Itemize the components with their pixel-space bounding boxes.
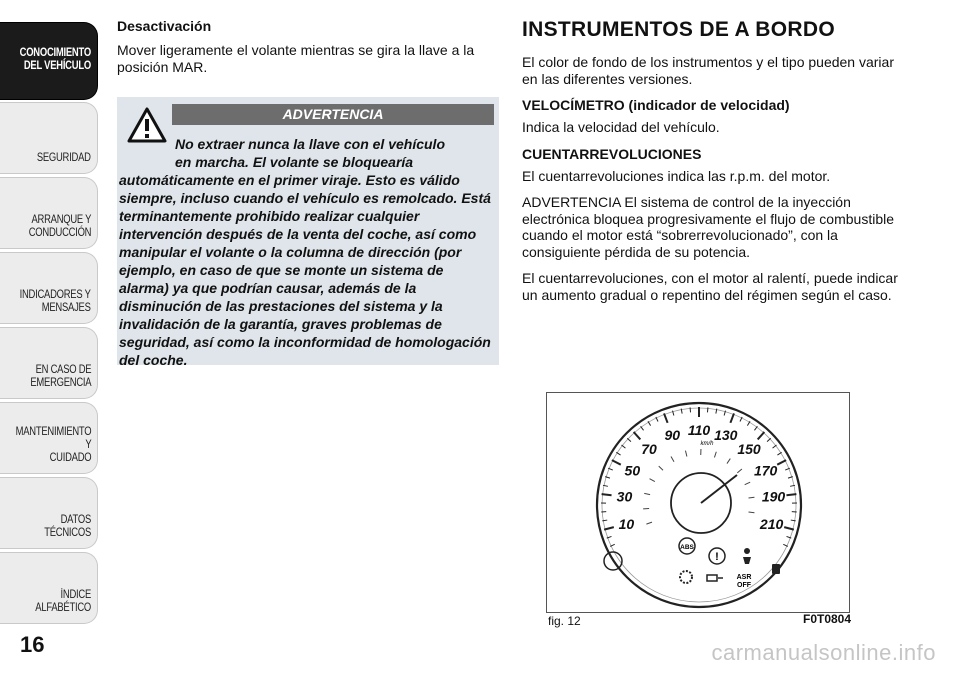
gauge-label: 10 [618,515,635,532]
gauge-tick [602,494,612,495]
tab-en-caso-emergencia[interactable] [0,327,98,399]
tab-label: INDICADORES Y MENSAJES [19,289,91,314]
tab-mantenimiento-cuidado[interactable] [0,402,98,474]
tach-tick [659,466,663,470]
gauge-tick [634,432,641,439]
gauge-label: 70 [641,441,657,458]
gauge-label: 110 [687,422,711,438]
gauge-tick [621,445,625,448]
gauge-label: 190 [761,488,786,505]
brake-warning-icon [709,548,725,564]
tach-tick [685,451,686,457]
tab-indicadores-mensajes[interactable] [0,252,98,324]
gauge-label: 30 [616,488,633,505]
tab-label: DATOS TÉCNICOS [44,514,91,539]
gauge-tick [627,438,631,441]
page-title: INSTRUMENTOS DE A BORDO [522,18,835,41]
tab-arranque-conduccion[interactable] [0,177,98,249]
abs-icon [679,538,695,554]
gauge-tick [786,494,796,495]
figure-caption: fig. 12 [548,614,581,628]
tach-tick [737,469,742,473]
right-column [522,18,912,313]
gauge-tick [777,460,786,465]
speedometer-figure [546,392,850,613]
injection-warning-text: ADVERTENCIA El sistema de control de la inyección electrónica bloquea progresivamente el flujo de combustible cuando el motor está “sobrerrevolucionado”, con la consiguiente pérdida de su potencia. [522,194,894,260]
svg-text:OFF: OFF [737,582,751,589]
tach-tick [714,452,716,458]
warning-body: automáticamente en el primer viraje. Esto es válido siempre, incluso cuando el vehículo es remolcado. Está terminantemente prohibido realizar cualquier intervención después de la venta del coche, así como manipular el volante o la columna de dirección (por ejemplo, en caso de que se monte un sistema de alarma) ya que podrían causar, además de la disminución de las prestaciones del sistema y la invalidación de la garantía, graves problemas de seguridad, así como la inconformidad de homologación del coche. [119,172,491,368]
gauge-label: 50 [624,462,641,479]
tab-conocimiento-vehiculo[interactable] [0,22,98,100]
fuel-icon [772,564,780,574]
svg-text:!: ! [715,551,719,563]
tachometer-text: El cuentarrevoluciones indica las r.p.m. del motor. [522,167,831,184]
tachometer-heading: CUENTARREVOLUCIONES [522,145,702,162]
tab-datos-tecnicos[interactable] [0,477,98,549]
gauge-label: 210 [759,515,784,532]
gauge-label: 170 [753,462,778,479]
speedometer-gauge [547,393,849,612]
gauge-tick [773,445,777,448]
warning-text [119,135,497,369]
gauge-tick [758,432,765,439]
tach-tick [644,493,650,494]
figure-code: F0T0804 [803,612,852,626]
gauge-tick [767,438,771,441]
gauge-tick [664,413,668,422]
gauge-unit: km/h [700,441,714,447]
idle-text: El cuentarrevoluciones, con el motor al ralentí, puede indicar un aumento gradual o repentino del régimen según el caso. [522,270,898,303]
gauge-tick [730,413,734,422]
svg-text:ASR: ASR [736,574,752,581]
glow-plug-icon [707,575,723,581]
intro-text: El color de fondo de los instrumentos y el tipo pueden variar en las diferentes versiones. [522,54,894,87]
gauge-label: 150 [737,441,761,458]
tach-tick [745,482,750,484]
tach-tick [671,457,674,462]
tab-indice-alfabetico[interactable] [0,552,98,624]
gauge-tick [604,527,614,530]
section-paragraph: Mover ligeramente el volante mientras se gira la llave a la posición MAR. [117,42,475,75]
svg-text:ABS: ABS [680,544,694,551]
tach-tick [749,512,755,513]
page-number: 16 [20,632,45,657]
watermark: carmanualsonline.info [711,640,936,665]
tab-label: ARRANQUE Y CONDUCCIÓN [28,214,91,239]
tab-seguridad[interactable] [0,102,98,174]
warning-title: ADVERTENCIA [172,104,494,125]
speedometer-text: Indica la velocidad del vehículo. [522,119,720,135]
tab-label: MANTENIMIENTO Y CUIDADO [15,426,91,464]
tach-tick [727,459,730,464]
left-column [117,18,502,76]
tach-tick [646,522,652,524]
engine-fault-icon [680,571,692,583]
seatbelt-icon [743,548,751,564]
speedometer-heading: VELOCÍMETRO (indicador de velocidad) [522,97,790,113]
gauge-label: 90 [664,426,681,443]
tab-label: EN CASO DE EMERGENCIA [30,364,91,389]
tab-label: SEGURIDAD [37,152,91,164]
warning-box [117,97,499,368]
tab-label: ÍNDICE ALFABÉTICO [35,589,91,614]
warning-line-1: No extraer nunca la llave con el vehículo [175,136,445,152]
gauge-tick [612,460,621,465]
tab-label: CONOCIMIENTO DEL VEHÍCULO [19,47,91,72]
tach-tick [650,479,655,482]
asr-off-icon [737,574,752,589]
warning-line-2: en marcha. El volante se bloquearía [175,154,414,170]
gauge-label: 130 [714,426,738,443]
gauge-tick [784,527,794,530]
tach-tick [749,497,755,498]
section-heading: Desactivación [117,18,212,34]
